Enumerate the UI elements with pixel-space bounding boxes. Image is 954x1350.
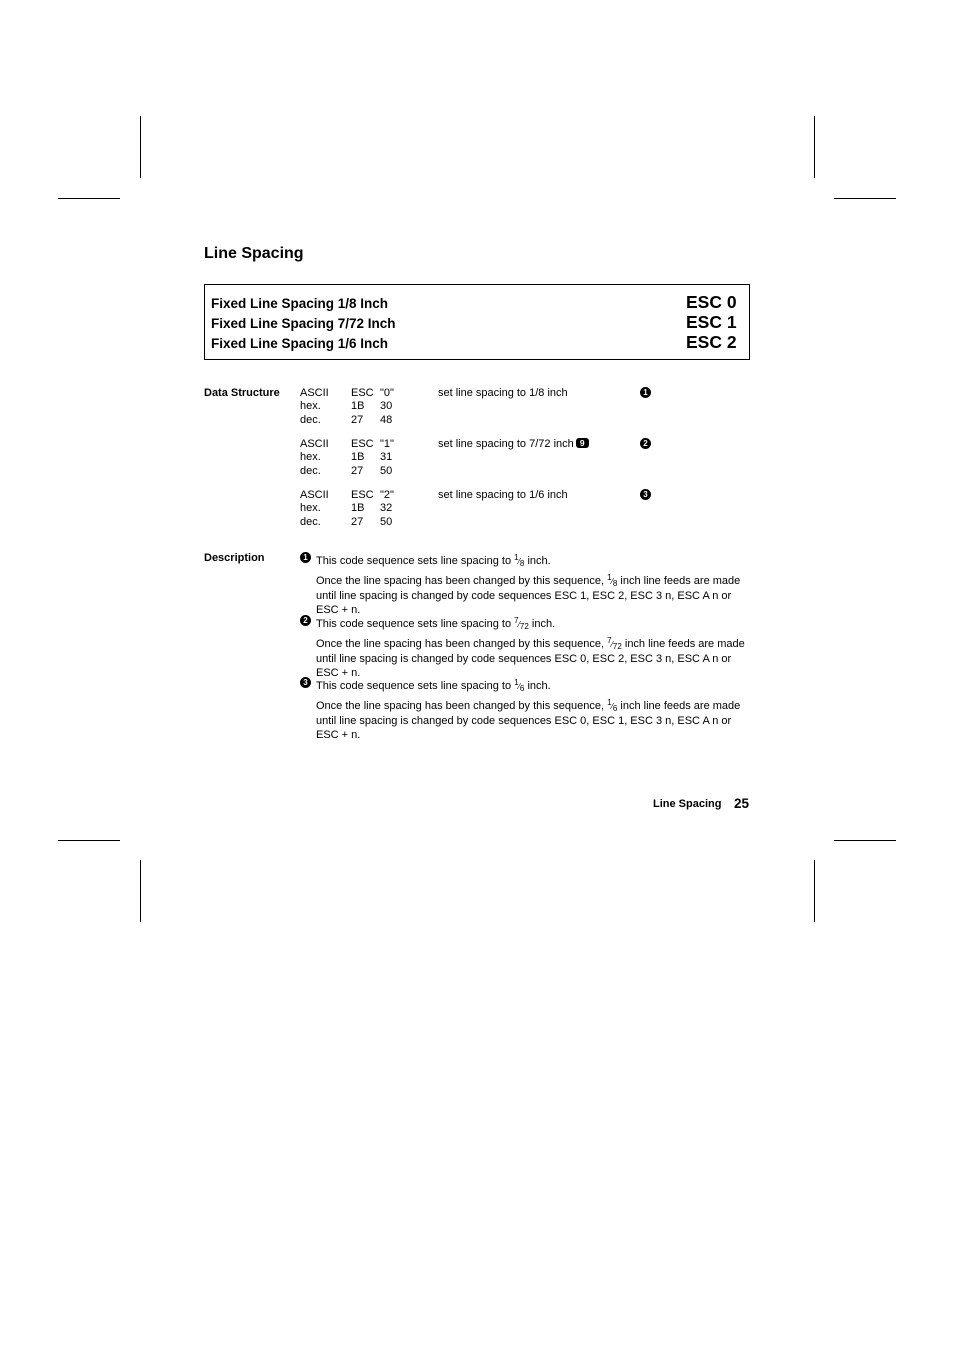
command-code: ESC 1 (686, 312, 737, 332)
command-summary-box (204, 284, 750, 360)
code-value: 27 (351, 465, 364, 477)
command-code: ESC 0 (686, 292, 737, 312)
code-description: set line spacing to 1/6 inch (438, 489, 568, 501)
row-label: hex. (300, 400, 321, 412)
page-number: 25 (734, 796, 750, 811)
crop-mark (58, 198, 120, 199)
marker-1-icon: 1 (300, 552, 311, 563)
code-value: ESC (351, 387, 374, 399)
section-title: Line Spacing (204, 245, 304, 262)
code-value: 30 (380, 400, 393, 412)
crop-mark (814, 116, 815, 178)
row-label: dec. (300, 414, 321, 426)
code-value: 32 (380, 502, 393, 514)
data-structure-label: Data Structure (204, 387, 280, 399)
code-description: set line spacing to 1/8 inch (438, 387, 568, 399)
row-label: hex. (300, 451, 321, 463)
description-paragraph: This code sequence sets line spacing to 1⁄8 inch. Once the line spacing has been changed by this sequence, 1⁄8 inch line feeds are made until line spacing is changed by code sequences ESC 1, ESC 2, ESC 3 n, ESC A n or ESC + n. (316, 553, 741, 616)
footer-section-label: Line Spacing (653, 798, 722, 810)
code-value: 50 (380, 465, 393, 477)
row-label: ASCII (300, 489, 329, 501)
code-value: ESC (351, 489, 374, 501)
code-value: 31 (380, 451, 393, 463)
marker-2-icon: 2 (300, 615, 311, 626)
command-code: ESC 2 (686, 332, 737, 352)
command-name: Fixed Line Spacing 1/6 Inch (211, 336, 389, 351)
description-label: Description (204, 552, 265, 564)
marker-3-icon: 3 (640, 489, 651, 500)
command-name: Fixed Line Spacing 7/72 Inch (211, 316, 396, 331)
crop-mark (834, 198, 896, 199)
row-label: ASCII (300, 438, 329, 450)
code-value: "2" (380, 489, 394, 501)
code-value: 1B (351, 451, 365, 463)
crop-mark (140, 860, 141, 922)
code-description-text: set line spacing to 7/72 inch (438, 438, 574, 450)
row-label: hex. (300, 502, 321, 514)
code-value: 27 (351, 516, 364, 528)
code-value: 27 (351, 414, 364, 426)
code-value: "1" (380, 438, 394, 450)
crop-mark (834, 840, 896, 841)
code-value: 48 (380, 414, 393, 426)
command-name: Fixed Line Spacing 1/8 Inch (211, 296, 389, 311)
crop-mark (58, 840, 120, 841)
code-value: ESC (351, 438, 374, 450)
marker-1-icon: 1 (640, 387, 651, 398)
row-label: dec. (300, 516, 321, 528)
code-value: "0" (380, 387, 394, 399)
code-value: 1B (351, 400, 365, 412)
crop-mark (814, 860, 815, 922)
row-label: ASCII (300, 387, 329, 399)
marker-3-icon: 3 (300, 677, 311, 688)
row-label: dec. (300, 465, 321, 477)
code-value: 1B (351, 502, 365, 514)
code-description (438, 438, 589, 452)
description-paragraph: This code sequence sets line spacing to 1⁄6 inch. Once the line spacing has been changed by this sequence, 1⁄6 inch line feeds are made until line spacing is changed by code sequences ESC 0, ESC 1, ESC 3 n, ESC A n or ESC + n. (316, 678, 741, 741)
description-paragraph: This code sequence sets line spacing to 7⁄72 inch. Once the line spacing has been changed by this sequence, 7⁄72 inch line feeds are made until line spacing is changed by code sequences ESC 0, ESC 2, ESC 3 n, ESC A n or ESC + n. (316, 616, 745, 679)
crop-mark (140, 116, 141, 178)
reference-badge-icon: 9 (576, 438, 589, 448)
code-value: 50 (380, 516, 393, 528)
marker-2-icon: 2 (640, 438, 651, 449)
